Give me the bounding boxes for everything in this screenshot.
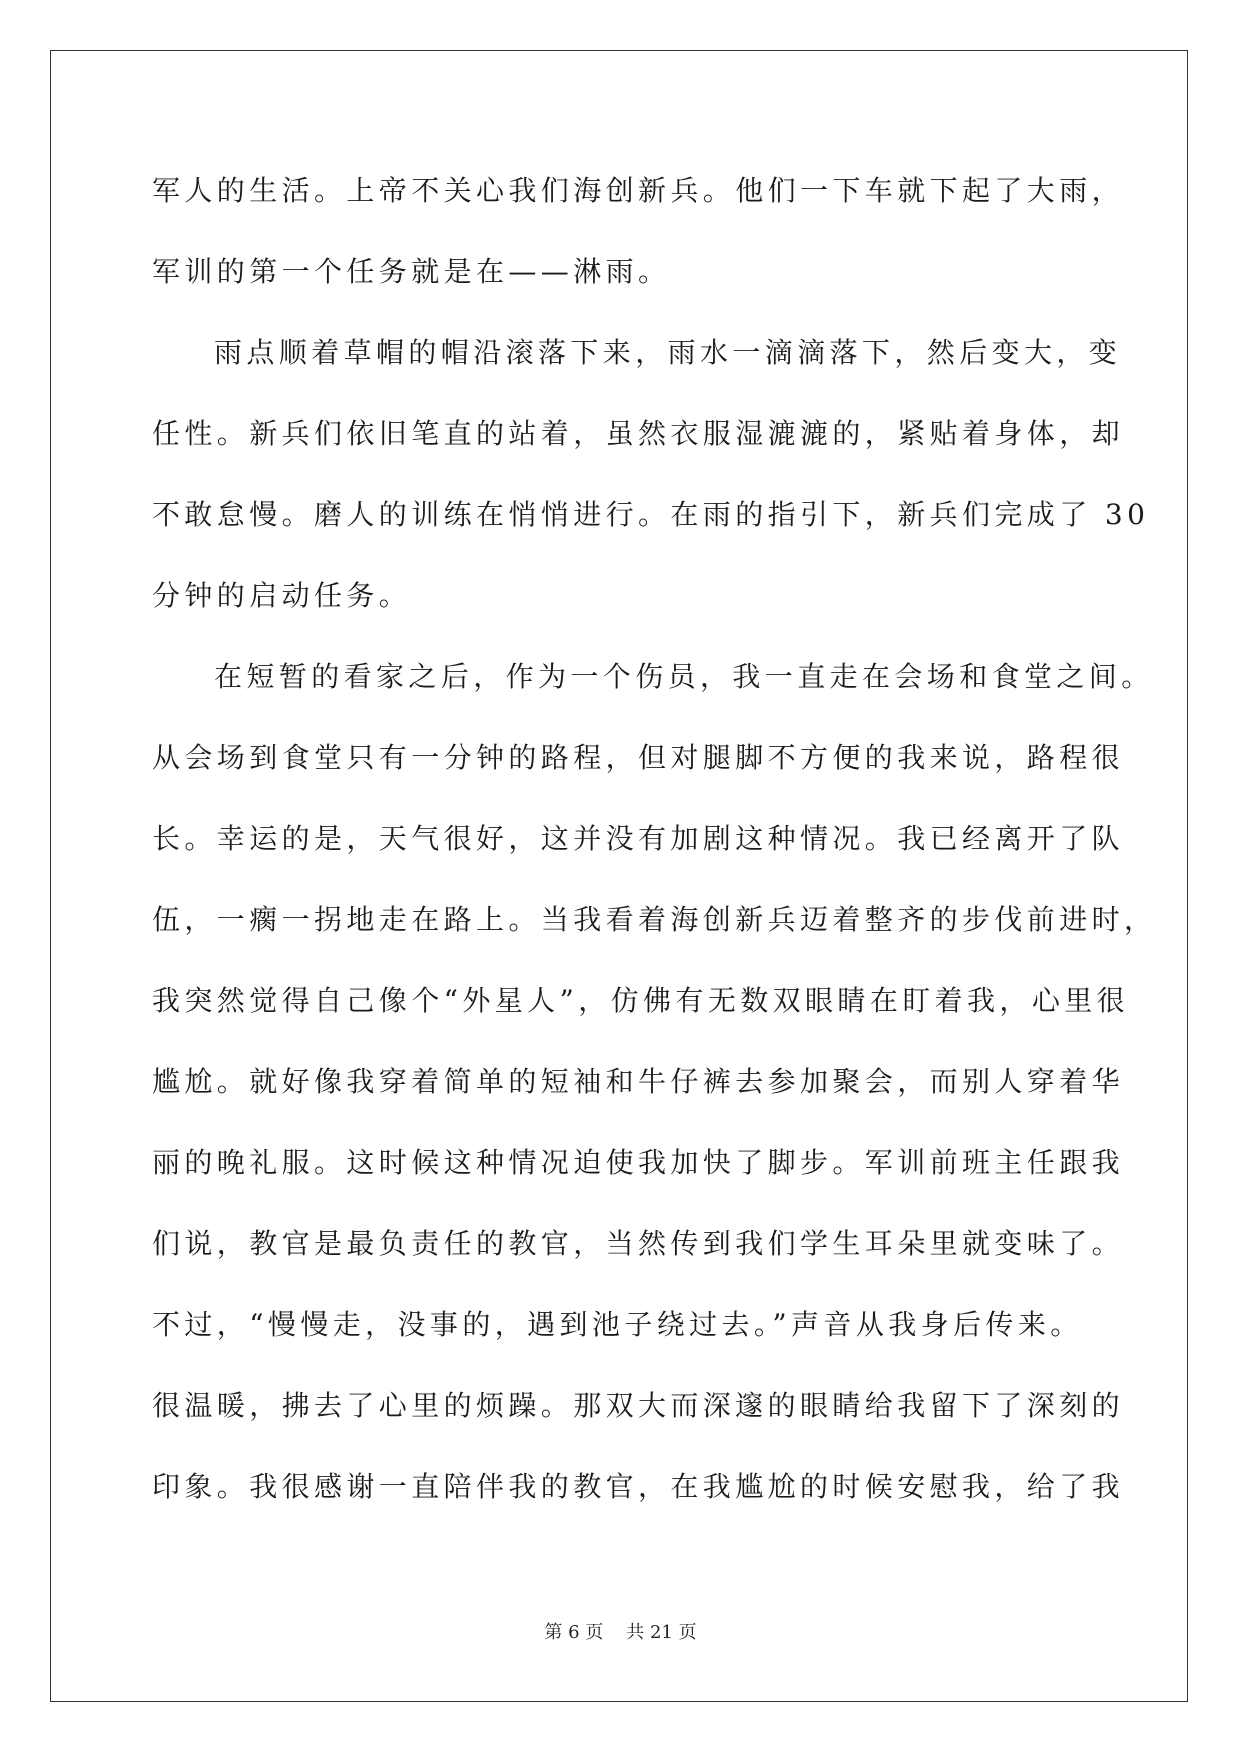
text-line-4: 任性。新兵们依旧笔直的站着，虽然衣服湿漉漉的，紧贴着身体，却 (152, 417, 1125, 450)
text-line-13: 丽的晚礼服。这时候这种情况迫使我加快了脚步。军训前班主任跟我 (152, 1146, 1125, 1179)
page-footer (0, 1618, 1241, 1644)
text-line-5: 不敢怠慢。磨人的训练在悄悄进行。在雨的指引下，新兵们完成了 30 (152, 498, 1150, 531)
text-line-16: 很温暖，拂去了心里的烦躁。那双大而深邃的眼睛给我留下了深刻的 (152, 1389, 1125, 1422)
text-line-11: 我突然觉得自己像个“外星人”，仿佛有无数双眼睛在盯着我，心里很 (152, 984, 1130, 1017)
text-line-6: 分钟的启动任务。 (152, 579, 412, 612)
text-line-1: 军人的生活。上帝不关心我们海创新兵。他们一下车就下起了大雨， (152, 174, 1125, 207)
text-line-14: 们说，教官是最负责任的教官，当然传到我们学生耳朵里就变味了。 (152, 1227, 1125, 1260)
text-line-7: 在短暂的看家之后，作为一个伤员，我一直走在会场和食堂之间。 (214, 660, 1154, 693)
page-total: 共 21 页 (626, 1622, 697, 1643)
text-line-10: 伍，一瘸一拐地走在路上。当我看着海创新兵迈着整齐的步伐前进时， (152, 903, 1157, 936)
text-line-3: 雨点顺着草帽的帽沿滚落下来，雨水一滴滴落下，然后变大，变 (214, 336, 1122, 369)
page-number: 第 6 页 (544, 1622, 604, 1643)
text-line-8: 从会场到食堂只有一分钟的路程，但对腿脚不方便的我来说，路程很 (152, 741, 1125, 774)
text-line-17: 印象。我很感谢一直陪伴我的教官，在我尴尬的时候安慰我，给了我 (152, 1470, 1125, 1503)
text-line-12: 尴尬。就好像我穿着简单的短袖和牛仔裤去参加聚会，而别人穿着华 (152, 1065, 1125, 1098)
text-line-9: 长。幸运的是，天气很好，这并没有加剧这种情况。我已经离开了队 (152, 822, 1125, 855)
document-body (152, 161, 1157, 1538)
text-line-15: 不过，“慢慢走，没事的，遇到池子绕过去。”声音从我身后传来。 (152, 1308, 1083, 1341)
text-line-2: 军训的第一个任务就是在——淋雨。 (152, 255, 671, 288)
